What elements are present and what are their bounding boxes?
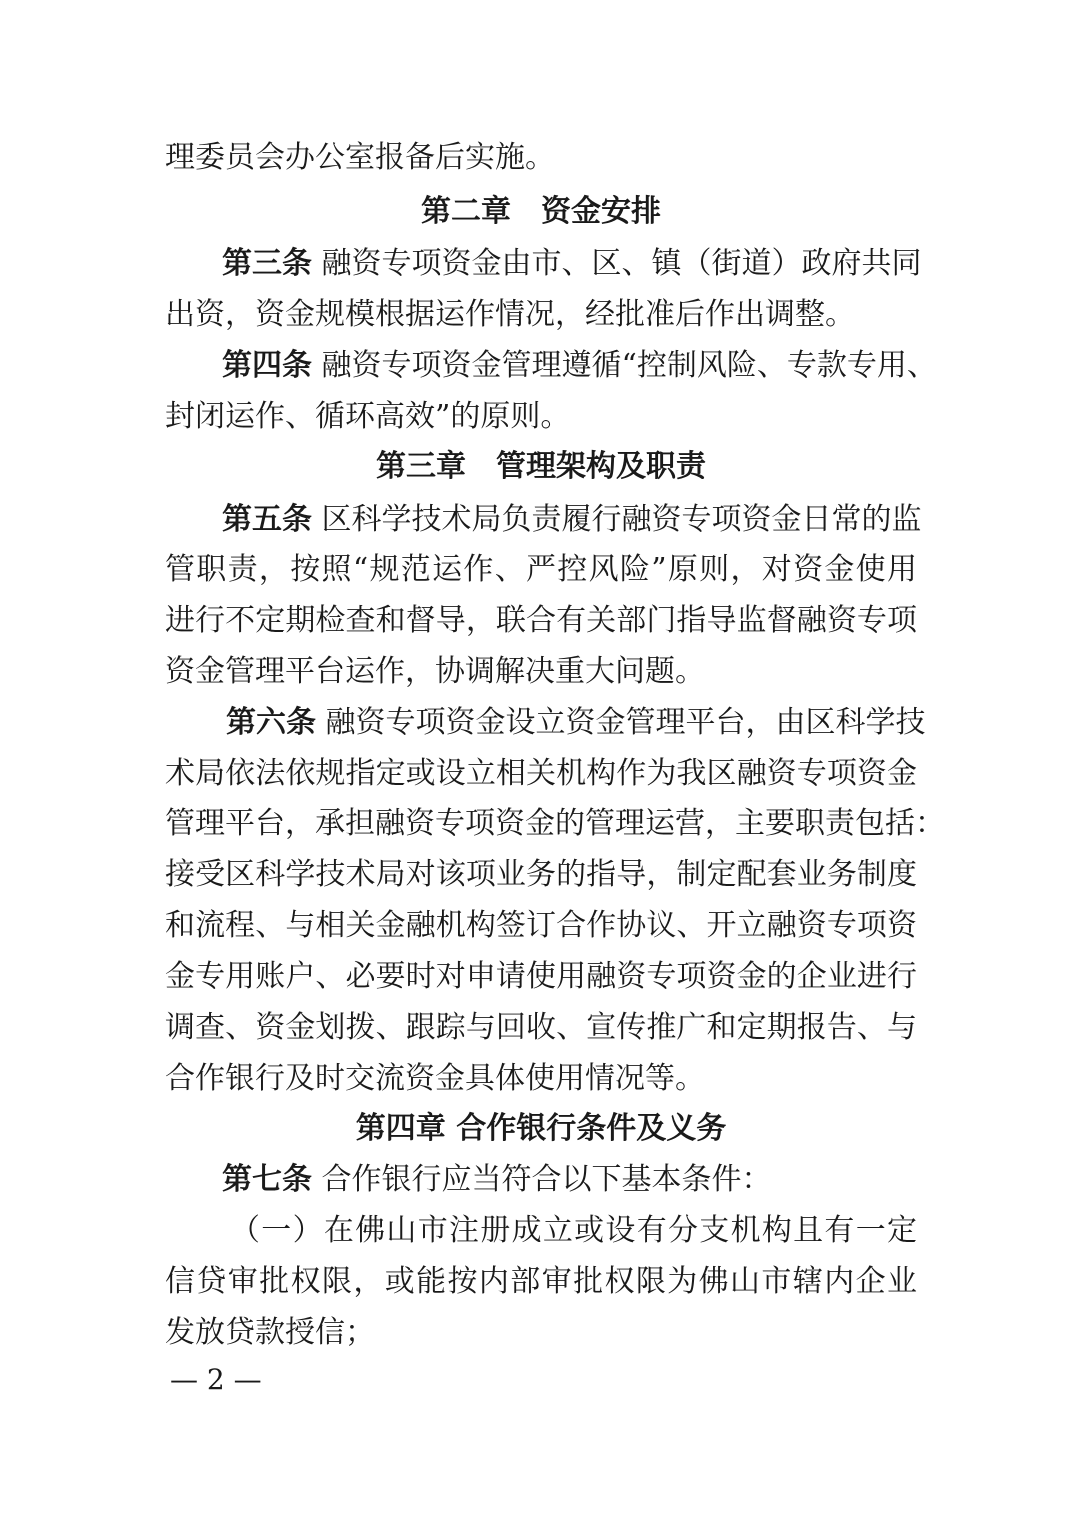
paragraph-line [165, 550, 917, 590]
paragraph-line [165, 601, 917, 641]
paragraph-line [165, 957, 917, 997]
body-text: 进行不定期检查和督导，联合有关部门指导监督融资专项 [165, 603, 917, 638]
article-label: 第七条 [222, 1162, 312, 1197]
article-label: 第六条 [226, 705, 316, 740]
chapter-heading: 第四章 合作银行条件及义务 [355, 1111, 727, 1146]
chapter-heading: 第三章 管理架构及职责 [376, 449, 706, 484]
paragraph-line [165, 1313, 917, 1353]
body-text: 合作银行应当符合以下基本条件： [321, 1162, 772, 1197]
paragraph-line [165, 1059, 917, 1099]
body-text: 信贷审批权限，或能按内部审批权限为佛山市辖内企业 [165, 1264, 917, 1299]
body-text: 调查、资金划拨、跟踪与回收、宣传推广和定期报告、与 [165, 1010, 917, 1045]
paragraph-line [165, 804, 945, 844]
paragraph-line [165, 652, 917, 692]
paragraph-line [165, 295, 917, 335]
paragraph-line [165, 855, 917, 895]
article-label: 第三条 [222, 246, 312, 281]
paragraph-line [165, 397, 917, 437]
article-line [222, 500, 922, 540]
paragraph-line [165, 1008, 917, 1048]
body-text: 接受区科学技术局对该项业务的指导，制定配套业务制度 [165, 857, 917, 892]
body-text: 管职责，按照“规范运作、严控风险”原则，对资金使用 [165, 552, 917, 587]
body-text: 融资专项资金设立资金管理平台，由区科学技 [325, 705, 926, 740]
body-text: 理委员会办公室报备后实施。 [165, 140, 555, 175]
article-line [222, 1160, 917, 1200]
body-text: 融资专项资金管理遵循“控制风险、专款专用、 [321, 348, 937, 383]
body-text: 区科学技术局负责履行融资专项资金日常的监 [321, 502, 922, 537]
page-number: — 2 — [170, 1363, 262, 1396]
article-label: 第四条 [222, 348, 312, 383]
body-text: （一）在佛山市注册成立或设有分支机构且有一定 [230, 1213, 917, 1248]
body-text: 发放贷款授信； [165, 1315, 375, 1350]
body-text: 资金管理平台运作，协调解决重大问题。 [165, 654, 705, 689]
article-line [222, 346, 937, 386]
article-line [222, 244, 922, 284]
body-text: 管理平台，承担融资专项资金的管理运营，主要职责包括： [165, 806, 945, 841]
body-text: 封闭运作、循环高效”的原则。 [165, 399, 571, 434]
paragraph-line [230, 1211, 917, 1251]
chapter-heading: 第二章 资金安排 [421, 194, 661, 229]
body-text: 出资，资金规模根据运作情况，经批准后作出调整。 [165, 297, 855, 332]
paragraph-line [165, 138, 917, 178]
article-label: 第五条 [222, 502, 312, 537]
body-text: 金专用账户、必要时对申请使用融资专项资金的企业进行 [165, 959, 917, 994]
paragraph-line [165, 754, 917, 794]
paragraph-line [165, 1262, 917, 1302]
paragraph-line [165, 906, 917, 946]
body-text: 术局依法依规指定或设立相关机构作为我区融资专项资金 [165, 756, 917, 791]
body-text: 融资专项资金由市、区、镇（街道）政府共同 [321, 246, 922, 281]
body-text: 和流程、与相关金融机构签订合作协议、开立融资专项资 [165, 908, 917, 943]
body-text: 合作银行及时交流资金具体使用情况等。 [165, 1061, 705, 1096]
article-line [226, 703, 926, 743]
